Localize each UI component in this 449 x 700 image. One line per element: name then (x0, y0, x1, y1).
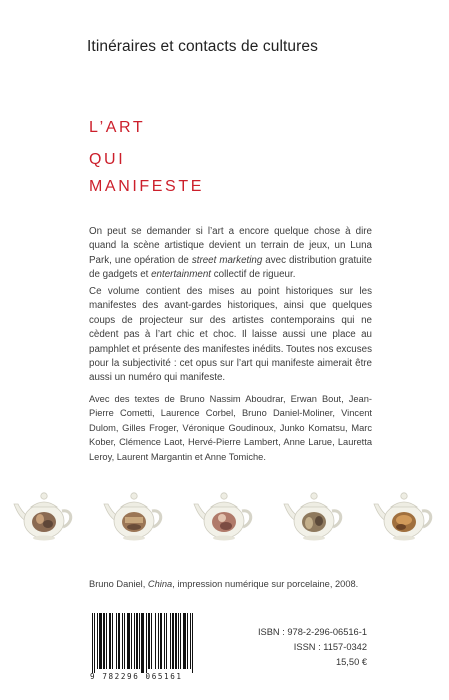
barcode-bar (116, 613, 117, 669)
barcode-bar (172, 613, 174, 669)
barcode-bar (106, 613, 107, 669)
barcode-bar (151, 613, 152, 669)
barcode (90, 613, 235, 673)
teapot-images-row (13, 483, 439, 545)
barcode-bar (160, 613, 162, 669)
teapot-icon (14, 493, 71, 541)
barcode-bar (148, 613, 150, 669)
barcode-bar (134, 613, 135, 669)
barcode-bar (124, 613, 125, 669)
teapot-icon (374, 493, 431, 541)
barcode-bar (136, 613, 138, 669)
caption-author: Bruno Daniel, (89, 579, 148, 589)
title-line-2: QUI (89, 151, 126, 168)
barcode-bar (155, 613, 156, 669)
barcode-bar (112, 613, 113, 669)
barcode-bar (141, 613, 144, 673)
series-title: Itinéraires et contacts de cultures (87, 38, 318, 55)
barcode-bar (103, 613, 105, 669)
caption-work-title: China (147, 579, 173, 589)
barcode-bar (99, 613, 102, 669)
barcode-digits: 9 782296 065161 (90, 672, 183, 681)
blurb-paragraph-1 (89, 225, 372, 283)
blurb-text: avec distribution gratuite de gadgets et (89, 254, 372, 281)
teapot-icon (104, 493, 161, 541)
title-line-3: MANIFESTE (89, 178, 204, 195)
barcode-bar (183, 613, 186, 669)
barcode-bar (139, 613, 140, 669)
barcode-bar (187, 613, 188, 669)
caption-details: , impression numérique sur porcelaine, 2008. (172, 579, 359, 589)
barcode-bar (175, 613, 177, 669)
blurb-text: On peut se demander si l’art a encore quelque chose à dire quand la scène artistique devient un terrain de jeux, un Luna Park, une opération de (89, 226, 372, 266)
contributors-list: Avec des textes de Bruno Nassim Aboudrar, Erwan Bout, Jean-Pierre Cometti, Laurence Corbel, Bruno Daniel-Moliner, Vincent Dulom, Gilles Froger, Véronique Goudinoux, Junko Komatsu, Marc Kober, Clémence Laot, Hervé-Pierre Lambert, Anne Larue, Lauretta Leroy, Laurent Margantin et Anne Tomiche. (89, 394, 372, 462)
barcode-bar (146, 613, 147, 673)
barcode-bar (192, 613, 193, 673)
isbn: ISBN : 978-2-296-06516-1 (257, 627, 367, 637)
price: 15,50 € (335, 657, 367, 667)
barcode-bar (158, 613, 159, 669)
barcode-bar (118, 613, 120, 669)
blurb-emphasis: street marketing (191, 254, 263, 266)
barcode-bar (94, 613, 95, 673)
blurb-emphasis: entertainment (151, 269, 212, 281)
barcode-bar (178, 613, 179, 669)
barcode-bar (92, 613, 93, 673)
blurb-text: collectif de rigueur. (211, 269, 296, 281)
blurb-paragraph-2: Ce volume contient des mises au point historiques sur les manifestes des avant-gardes historiques, ainsi que quelques coups de projecteur sur des artistes contemporains qui ne cèdent pas à l’art chic et choc. Il laisse aussi une place au pamphlet et présente des manifestes inédits. Toutes nos excuses pour la subjectivité : cet opus sur l’art qui manifeste aimerait être aussi un numéro qui manifeste. (89, 286, 373, 384)
teapot-icon (284, 493, 341, 541)
barcode-bar (190, 613, 191, 669)
barcode-bar (122, 613, 123, 669)
barcode-bar (166, 613, 167, 669)
teapot-icon (194, 493, 251, 541)
issn: ISSN : 1157-0342 (293, 642, 367, 652)
image-caption (89, 579, 358, 589)
barcode-bar (180, 613, 181, 669)
barcode-bar (127, 613, 130, 669)
title-line-1: L’ART (89, 119, 146, 136)
barcode-bar (170, 613, 171, 669)
barcode-bar (109, 613, 111, 669)
barcode-bar (97, 613, 98, 669)
barcode-bar (164, 613, 165, 669)
barcode-bar (131, 613, 132, 669)
